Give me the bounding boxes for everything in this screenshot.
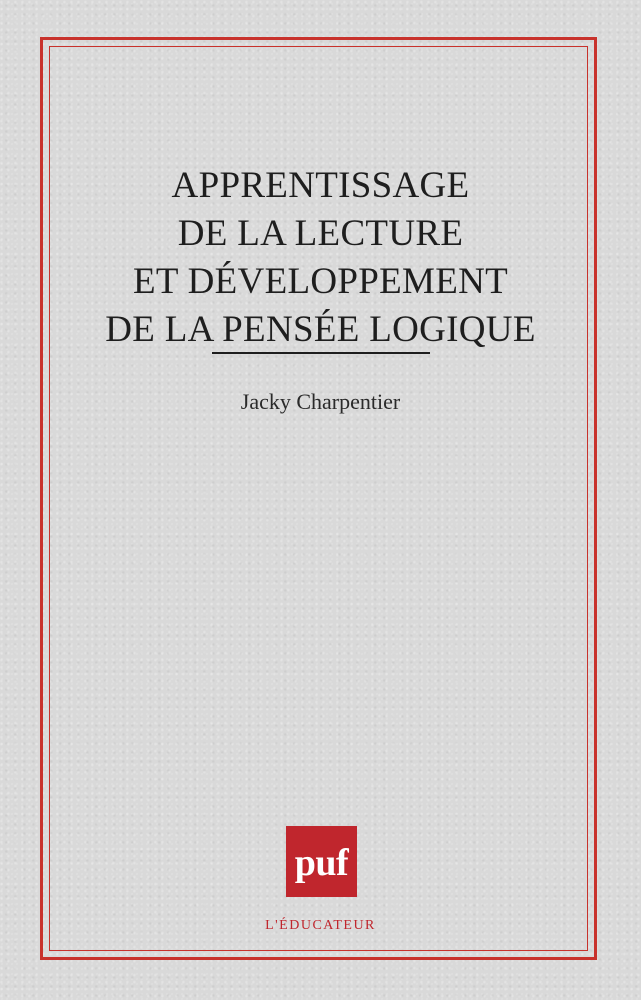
title-divider: [212, 352, 430, 354]
author-name: Jacky Charpentier: [240, 389, 401, 414]
title-line-3: ET DÉVELOPPEMENT: [132, 261, 509, 302]
title-line-1: APPRENTISSAGE: [171, 165, 470, 206]
title-line-4: DE LA PENSÉE LOGIQUE: [105, 309, 536, 350]
publisher-logo-text: puf: [294, 842, 349, 884]
book-title: [60, 162, 581, 354]
publisher-logo: [286, 826, 357, 897]
title-line-2: DE LA LECTURE: [177, 213, 464, 254]
collection-name: L'ÉDUCATEUR: [265, 918, 376, 933]
